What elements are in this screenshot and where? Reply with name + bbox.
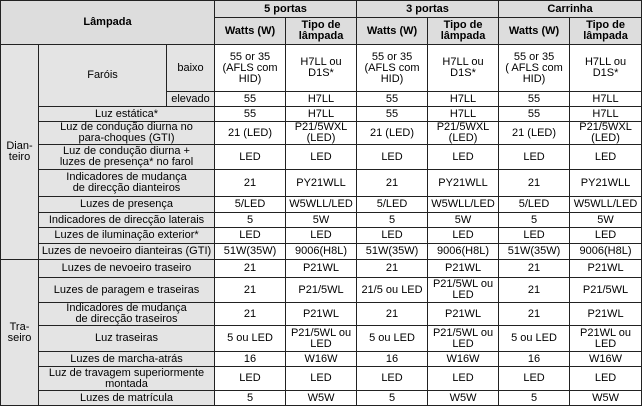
lamp-label: Luzes de nevoeiro traseiro (39, 260, 215, 278)
bulb-type-value: LED (570, 145, 642, 170)
table-row (1, 145, 642, 170)
watts-value: LED (499, 228, 570, 244)
watts-value: 51W(35W) (499, 244, 570, 260)
bulb-type-value: LED (286, 145, 357, 170)
bulb-type-value: W5WLL/LED (286, 197, 357, 213)
bulb-type-value: LED (286, 228, 357, 244)
lamp-label: Luzes de marcha-atrás (39, 352, 215, 367)
watts-value: 21 (499, 278, 570, 303)
bulb-type-value: P21/5WL ou LED (428, 278, 499, 303)
table-row (1, 197, 642, 213)
watts-value: LED (357, 145, 428, 170)
watts-value: 5 (215, 213, 286, 228)
watts-value: 5 (499, 391, 570, 406)
lamp-label: Luz de condução diurna + luzes de presença* no farol (39, 145, 215, 170)
watts-value: 21 (499, 303, 570, 326)
watts-value: 21 (LED) (499, 122, 570, 145)
watts-value: 55 (357, 92, 428, 107)
lamp-label-headlights: Faróis (39, 45, 167, 107)
lamp-label: Luz de condução diurna no para-choques (GTI) (39, 122, 215, 145)
bulb-type-value: LED (570, 367, 642, 391)
sub-label-high: elevado (167, 92, 215, 107)
watts-value: 16 (357, 352, 428, 367)
bulb-type-value: H7LL ou D1S* (570, 45, 642, 92)
watts-value: LED (499, 367, 570, 391)
header-type: Tipo de lâmpada (570, 18, 642, 45)
bulb-type-value: H7LL (286, 107, 357, 122)
table-row (1, 213, 642, 228)
watts-value: 21 (357, 303, 428, 326)
watts-value: 55 (499, 92, 570, 107)
sub-label-low: baixo (167, 45, 215, 92)
header-row-groups (1, 1, 642, 18)
bulb-type-value: LED (428, 145, 499, 170)
watts-value: 5/LED (215, 197, 286, 213)
table-row (1, 107, 642, 122)
lamp-label: Luzes de iluminação exterior* (39, 228, 215, 244)
watts-value: 16 (499, 352, 570, 367)
bulb-type-value: H7LL (286, 92, 357, 107)
lamp-label: Indicadores de mudança de direcção dianteiros (39, 170, 215, 197)
bulb-type-value: 9006(H8L) (570, 244, 642, 260)
bulb-type-value: W5W (286, 391, 357, 406)
watts-value: 5 (357, 213, 428, 228)
lamp-label: Indicadores de mudança de direcção traseiros (39, 303, 215, 326)
watts-value: 21 (LED) (357, 122, 428, 145)
watts-value: LED (357, 367, 428, 391)
watts-value: LED (215, 145, 286, 170)
table-row (1, 228, 642, 244)
bulb-type-value: W5WLL/LED (428, 197, 499, 213)
watts-value: 55 (499, 107, 570, 122)
bulb-type-value: 9006(H8L) (286, 244, 357, 260)
bulb-type-value: 5W (428, 213, 499, 228)
bulb-type-value: P21WL (570, 260, 642, 278)
lamp-label: Luzes de nevoeiro dianteiras (GTI) (39, 244, 215, 260)
bulb-type-value: 5W (286, 213, 357, 228)
bulb-type-value: 5W (570, 213, 642, 228)
section-label-rear: Tra- seiro (1, 260, 39, 406)
table-row (1, 244, 642, 260)
watts-value: 16 (215, 352, 286, 367)
watts-value: 21 (357, 260, 428, 278)
watts-value: 21 (215, 278, 286, 303)
bulb-type-value: P21/5WL (570, 278, 642, 303)
bulb-type-value: P21WL (286, 303, 357, 326)
bulb-type-value: H7LL (428, 92, 499, 107)
lamp-label: Luz estática* (39, 107, 215, 122)
bulb-type-value: P21WL (428, 303, 499, 326)
watts-value: 5 ou LED (357, 326, 428, 352)
watts-value: 5 (499, 213, 570, 228)
bulb-type-value: P21/5WL ou LED (428, 326, 499, 352)
table-row (1, 260, 642, 278)
bulb-type-value: LED (570, 228, 642, 244)
bulb-type-value: W5WLL/LED (570, 197, 642, 213)
table-row-headlight-low (1, 45, 642, 92)
header-type: Tipo de lâmpada (286, 18, 357, 45)
bulb-type-value: P21/5WL (286, 278, 357, 303)
watts-value: 55 or 35 (AFLS com HID) (215, 45, 286, 92)
lamp-label: Luz de travagem superiormente montada (39, 367, 215, 391)
watts-value: 21/5 ou LED (357, 278, 428, 303)
bulb-type-value: PY21WLL (286, 170, 357, 197)
header-group-5-portas: 5 portas (215, 1, 357, 18)
watts-value: 21 (499, 260, 570, 278)
bulb-type-value: W5W (570, 391, 642, 406)
watts-value: LED (357, 228, 428, 244)
bulb-type-value: P21WL (428, 260, 499, 278)
header-watts: Watts (W) (215, 18, 286, 45)
bulb-type-value: LED (428, 367, 499, 391)
header-group-3-portas: 3 portas (357, 1, 499, 18)
header-lamp: Lâmpada (1, 1, 215, 45)
watts-value: 21 (215, 260, 286, 278)
watts-value: 5 ou LED (215, 326, 286, 352)
bulb-type-value: P21WL (570, 303, 642, 326)
header-watts: Watts (W) (357, 18, 428, 45)
bulb-type-value: 9006(H8L) (428, 244, 499, 260)
watts-value: 55 or 35 ( AFLS com HID) (499, 45, 570, 92)
bulb-type-value: P21WL (286, 260, 357, 278)
watts-value: 5/LED (357, 197, 428, 213)
watts-value: 21 (215, 170, 286, 197)
bulb-type-value: H7LL (570, 107, 642, 122)
watts-value: 21 (499, 170, 570, 197)
lamp-label: Luzes de presença (39, 197, 215, 213)
table-row (1, 170, 642, 197)
watts-value: LED (215, 228, 286, 244)
bulb-type-value: P21/5WXL (LED) (286, 122, 357, 145)
watts-value: LED (499, 145, 570, 170)
bulb-type-value: H7LL (570, 92, 642, 107)
watts-value: 51W(35W) (215, 244, 286, 260)
watts-value: 55 (215, 92, 286, 107)
table-row (1, 278, 642, 303)
header-watts: Watts (W) (499, 18, 570, 45)
watts-value: 21 (357, 170, 428, 197)
table-row (1, 367, 642, 391)
bulb-type-value: H7LL ou D1S* (428, 45, 499, 92)
bulb-type-value: LED (286, 367, 357, 391)
lamp-label: Luzes de matrícula (39, 391, 215, 406)
table-body (1, 1, 642, 406)
bulb-type-value: W16W (428, 352, 499, 367)
watts-value: 5/LED (499, 197, 570, 213)
bulb-type-value: PY21WLL (570, 170, 642, 197)
section-label-front: Dian- teiro (1, 45, 39, 260)
lamp-label: Luzes de paragem e traseiras (39, 278, 215, 303)
bulb-type-value: P21/5WXL (LED) (428, 122, 499, 145)
bulb-type-value: W16W (570, 352, 642, 367)
watts-value: LED (215, 367, 286, 391)
table-row (1, 326, 642, 352)
watts-value: 5 ou LED (499, 326, 570, 352)
watts-value: 5 (357, 391, 428, 406)
bulb-type-value: W5W (428, 391, 499, 406)
header-group-carrinha: Carrinha (499, 1, 642, 18)
bulb-type-value: H7LL ou D1S* (286, 45, 357, 92)
table-row (1, 391, 642, 406)
lamp-label: Indicadores de direcção laterais (39, 213, 215, 228)
bulb-type-value: P21WL ou LED (570, 326, 642, 352)
watts-value: 55 (357, 107, 428, 122)
table-row (1, 352, 642, 367)
header-type: Tipo de lâmpada (428, 18, 499, 45)
bulb-type-value: H7LL (428, 107, 499, 122)
lamp-label: Luz traseiras (39, 326, 215, 352)
watts-value: 21 (215, 303, 286, 326)
table-row (1, 303, 642, 326)
watts-value: 55 (215, 107, 286, 122)
bulb-type-value: LED (428, 228, 499, 244)
watts-value: 55 or 35 (AFLS com HID) (357, 45, 428, 92)
watts-value: 5 (215, 391, 286, 406)
bulb-type-value: W16W (286, 352, 357, 367)
bulb-type-value: PY21WLL (428, 170, 499, 197)
table-row (1, 122, 642, 145)
bulb-type-value: P21/5WL ou LED (286, 326, 357, 352)
watts-value: 51W(35W) (357, 244, 428, 260)
watts-value: 21 (LED) (215, 122, 286, 145)
bulb-type-value: P21/5WXL (LED) (570, 122, 642, 145)
